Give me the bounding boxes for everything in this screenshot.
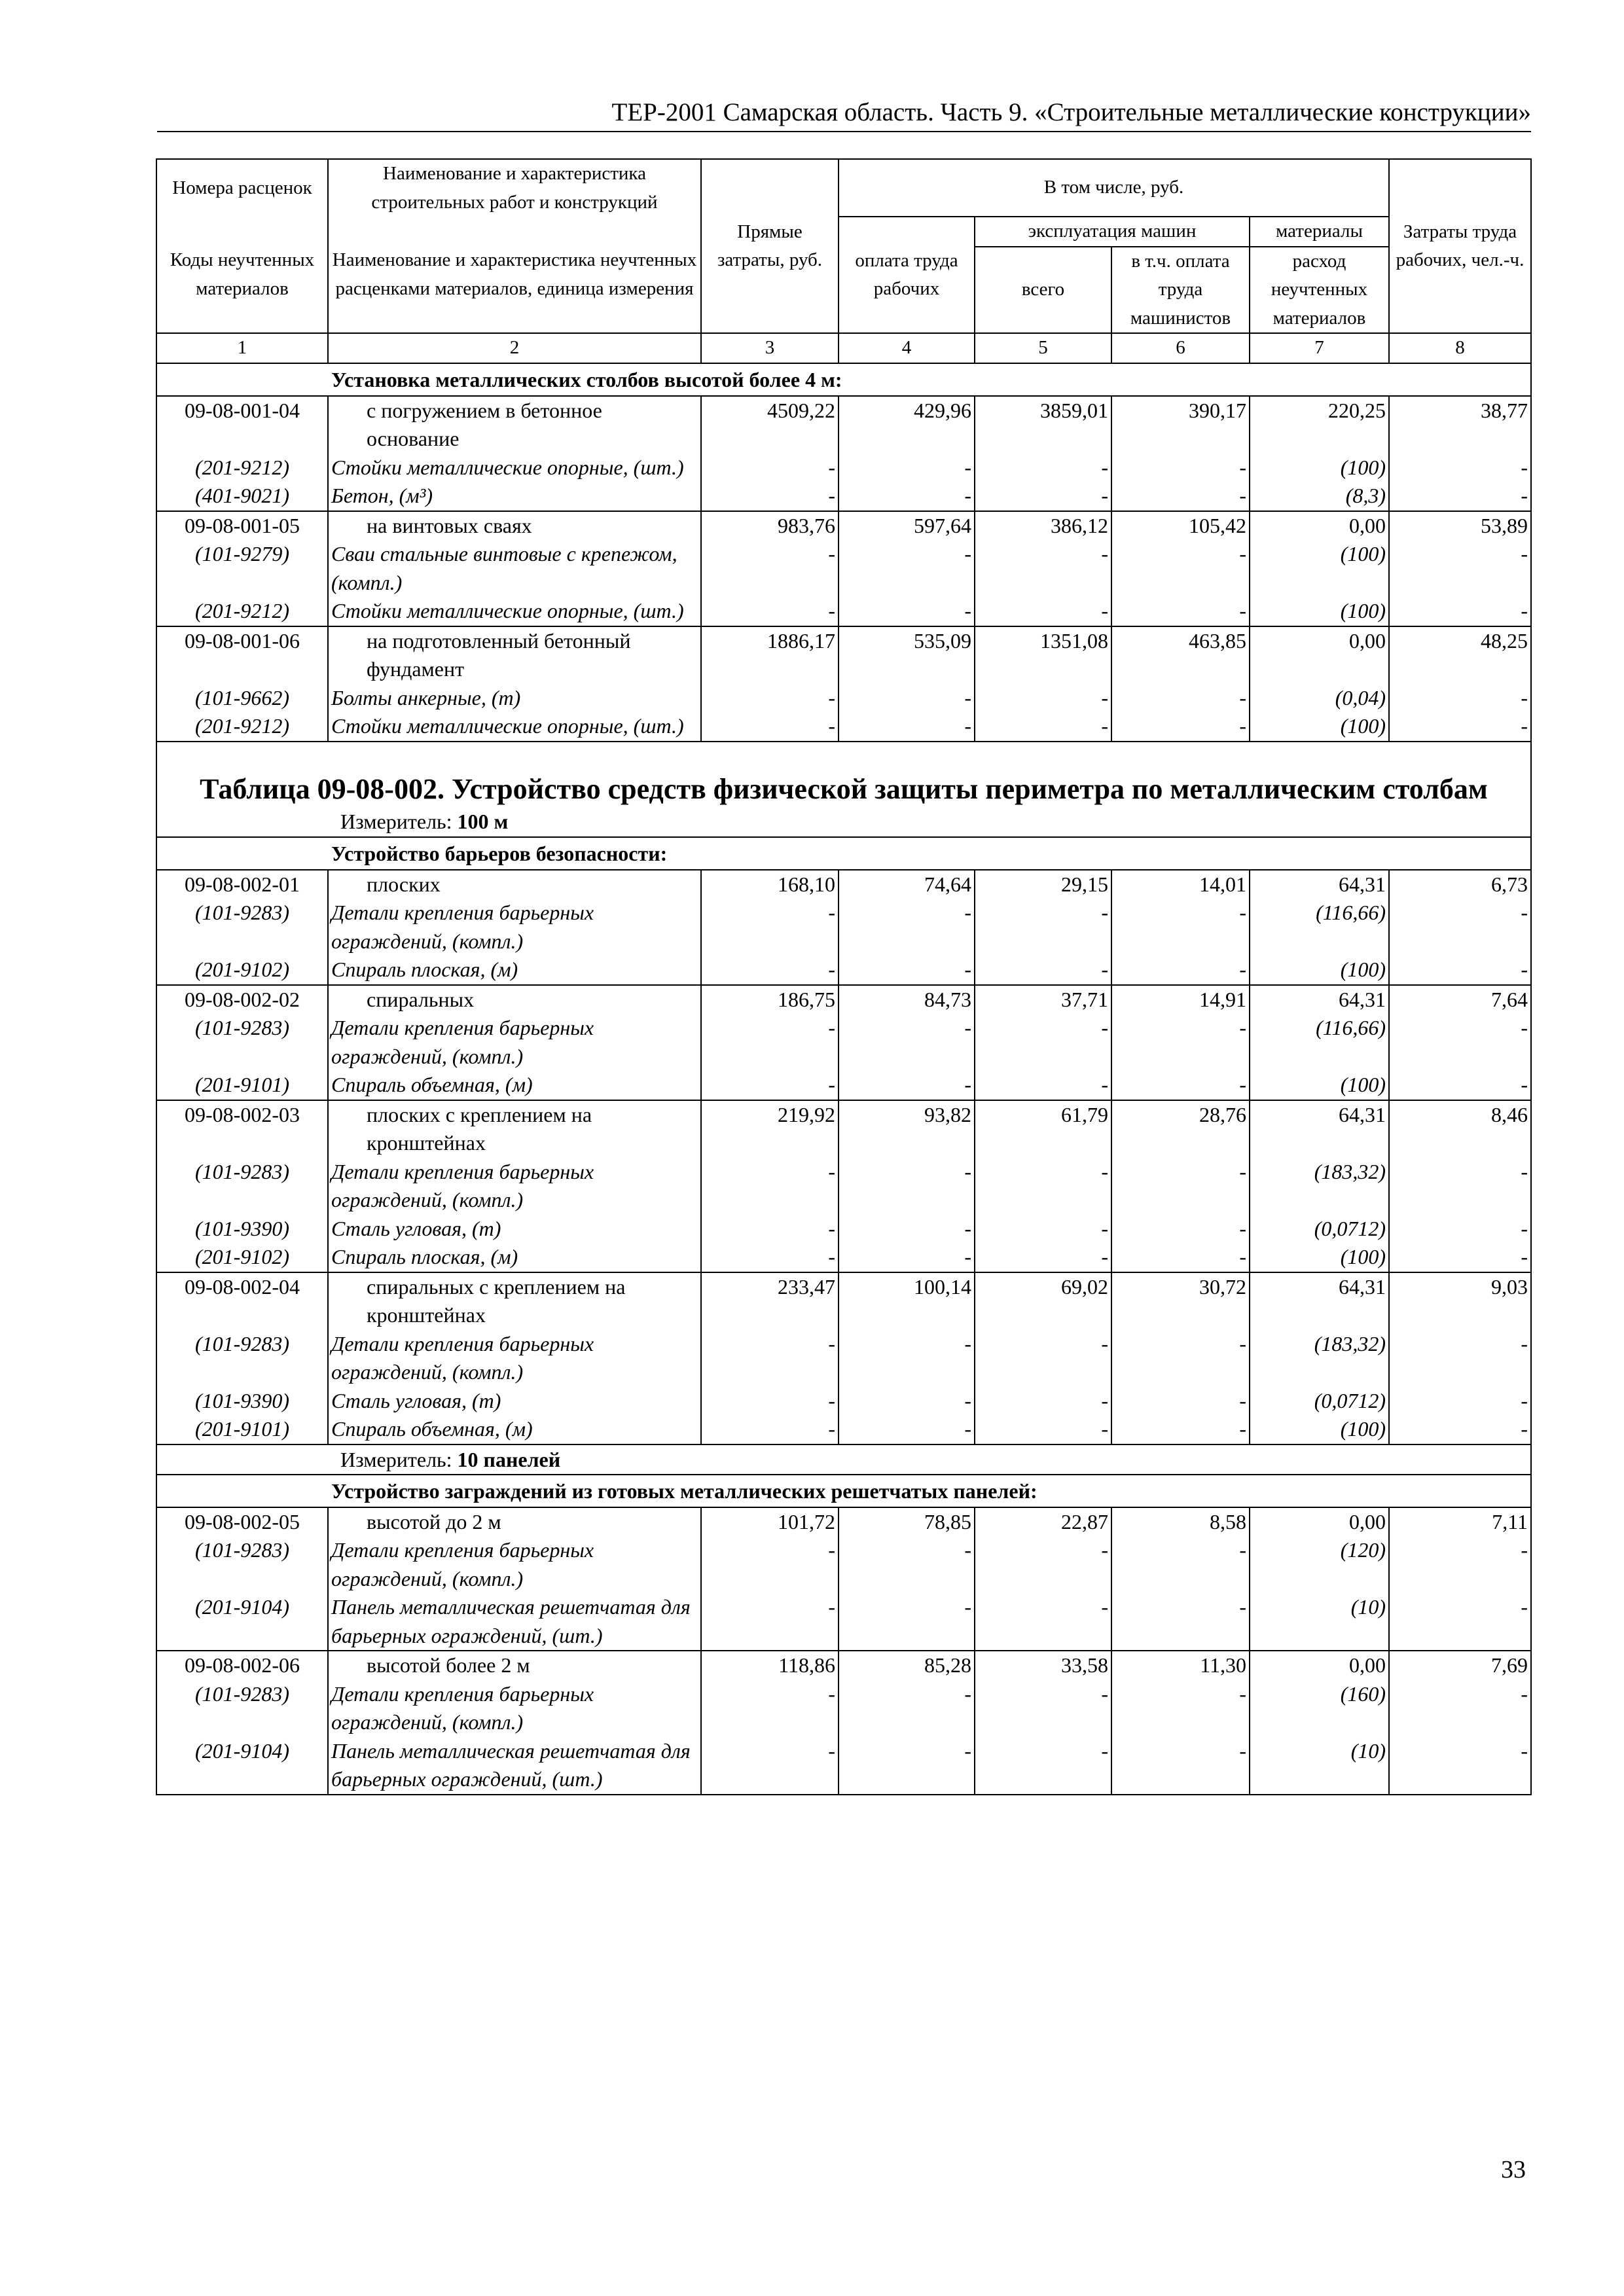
value-cell: (100) <box>1250 1415 1389 1444</box>
rate-code: 09-08-002-04 <box>156 1272 328 1330</box>
value-cell: 597,64 <box>839 511 975 541</box>
value-cell: - <box>1111 1593 1250 1651</box>
value-cell: (183,32) <box>1250 1330 1389 1387</box>
row-name: высотой более 2 м <box>328 1651 701 1680</box>
row-name: на винтовых сваях <box>328 511 701 541</box>
row-name: Сталь угловая, (т) <box>328 1215 701 1244</box>
value-cell: - <box>1389 712 1531 742</box>
value-cell: - <box>701 540 839 597</box>
value-cell: - <box>839 1680 975 1737</box>
table-row <box>156 870 1531 899</box>
rate-code: (101-9283) <box>156 1536 328 1593</box>
value-cell: 11,30 <box>1111 1651 1250 1680</box>
table-row <box>156 1536 1531 1593</box>
table-row <box>156 1158 1531 1215</box>
table-row <box>156 1272 1531 1330</box>
column-numbers-row: 1 2 3 4 5 6 7 8 <box>156 333 1531 363</box>
table-row <box>156 597 1531 626</box>
value-cell: - <box>701 597 839 626</box>
value-cell: 30,72 <box>1111 1272 1250 1330</box>
rate-code: 09-08-002-03 <box>156 1100 328 1158</box>
value-cell: - <box>1111 482 1250 511</box>
value-cell: (10) <box>1250 1593 1389 1651</box>
col-header-material-consumption: расход неучтенных материалов <box>1250 247 1389 334</box>
value-cell: - <box>1111 956 1250 985</box>
value-cell: - <box>839 956 975 985</box>
rate-code: 09-08-002-02 <box>156 985 328 1014</box>
value-cell: (100) <box>1250 597 1389 626</box>
value-cell: - <box>975 482 1111 511</box>
value-cell: 29,15 <box>975 870 1111 899</box>
value-cell: - <box>839 1071 975 1100</box>
col-header-materials: материалы <box>1250 217 1389 247</box>
value-cell: - <box>1389 1215 1531 1244</box>
value-cell: - <box>1389 1593 1531 1651</box>
row-name: плоских с креплением на кронштейнах <box>328 1100 701 1158</box>
value-cell: 84,73 <box>839 985 975 1014</box>
value-cell: 390,17 <box>1111 396 1250 454</box>
value-cell: (0,0712) <box>1250 1215 1389 1244</box>
value-cell: - <box>701 899 839 956</box>
value-cell: - <box>1111 597 1250 626</box>
rate-code: (201-9102) <box>156 1243 328 1272</box>
value-cell: 0,00 <box>1250 626 1389 684</box>
value-cell: 233,47 <box>701 1272 839 1330</box>
row-name: Сваи стальные винтовые с крепежом, (компл.) <box>328 540 701 597</box>
col-header-direct-costs: Прямые затраты, руб. <box>701 159 839 333</box>
value-cell: 105,42 <box>1111 511 1250 541</box>
meter-value: 100 м <box>457 809 509 833</box>
value-cell: - <box>975 597 1111 626</box>
value-cell: (10) <box>1250 1737 1389 1795</box>
value-cell: 0,00 <box>1250 511 1389 541</box>
table-row <box>156 956 1531 985</box>
value-cell: - <box>1389 597 1531 626</box>
value-cell: - <box>1389 454 1531 482</box>
value-cell: (183,32) <box>1250 1158 1389 1215</box>
row-name: Стойки металлические опорные, (шт.) <box>328 597 701 626</box>
value-cell: 463,85 <box>1111 626 1250 684</box>
row-name: Детали крепления барьерных ограждений, (компл.) <box>328 899 701 956</box>
value-cell: (100) <box>1250 1243 1389 1272</box>
value-cell: 38,77 <box>1389 396 1531 454</box>
value-cell: 386,12 <box>975 511 1111 541</box>
value-cell: - <box>839 1593 975 1651</box>
value-cell: - <box>1111 1737 1250 1795</box>
value-cell: - <box>701 956 839 985</box>
value-cell: 0,00 <box>1250 1507 1389 1537</box>
value-cell: - <box>975 956 1111 985</box>
row-name: Детали крепления барьерных ограждений, (компл.) <box>328 1014 701 1071</box>
rate-code: (201-9212) <box>156 712 328 742</box>
value-cell: - <box>839 899 975 956</box>
value-cell: - <box>975 1593 1111 1651</box>
value-cell: - <box>839 482 975 511</box>
row-name: Спираль объемная, (м) <box>328 1071 701 1100</box>
value-cell: - <box>839 1415 975 1444</box>
value-cell: - <box>1389 1536 1531 1593</box>
rate-code: (201-9212) <box>156 454 328 482</box>
rate-code: (201-9101) <box>156 1071 328 1100</box>
value-cell: - <box>975 684 1111 713</box>
row-name: Детали крепления барьерных ограждений, (компл.) <box>328 1680 701 1737</box>
meter <box>156 1444 1531 1475</box>
value-cell: - <box>701 1737 839 1795</box>
value-cell: - <box>975 1680 1111 1737</box>
value-cell: 0,00 <box>1250 1651 1389 1680</box>
value-cell: 33,58 <box>975 1651 1111 1680</box>
value-cell: (100) <box>1250 712 1389 742</box>
value-cell: 78,85 <box>839 1507 975 1537</box>
value-cell: 7,64 <box>1389 985 1531 1014</box>
value-cell: 219,92 <box>701 1100 839 1158</box>
value-cell: 118,86 <box>701 1651 839 1680</box>
value-cell: 7,11 <box>1389 1507 1531 1537</box>
value-cell: - <box>701 1158 839 1215</box>
row-name: Спираль плоская, (м) <box>328 956 701 985</box>
row-name: Панель металлическая решетчатая для барьерных ограждений, (шт.) <box>328 1737 701 1795</box>
value-cell: - <box>975 1071 1111 1100</box>
value-cell: (0,0712) <box>1250 1387 1389 1416</box>
rate-code: (101-9279) <box>156 540 328 597</box>
value-cell: - <box>839 454 975 482</box>
value-cell: - <box>975 712 1111 742</box>
value-cell: 186,75 <box>701 985 839 1014</box>
rates-table <box>156 158 1532 1795</box>
table-row <box>156 396 1531 454</box>
value-cell: 64,31 <box>1250 985 1389 1014</box>
meter <box>156 806 1531 837</box>
value-cell: - <box>839 1243 975 1272</box>
value-cell: 6,73 <box>1389 870 1531 899</box>
value-cell: - <box>1389 1243 1531 1272</box>
value-cell: 93,82 <box>839 1100 975 1158</box>
value-cell: 8,46 <box>1389 1100 1531 1158</box>
table-row <box>156 1100 1531 1158</box>
value-cell: - <box>1389 1071 1531 1100</box>
value-cell: 37,71 <box>975 985 1111 1014</box>
col-header-worker-pay: оплата труда рабочих <box>839 217 975 333</box>
value-cell: - <box>1389 1387 1531 1416</box>
table-row <box>156 1215 1531 1244</box>
col-header-including: В том числе, руб. <box>839 159 1389 217</box>
value-cell: - <box>1389 684 1531 713</box>
table-row <box>156 1737 1531 1795</box>
value-cell: - <box>1111 1330 1250 1387</box>
rate-code: (401-9021) <box>156 482 328 511</box>
row-name: Детали крепления барьерных ограждений, (компл.) <box>328 1536 701 1593</box>
value-cell: (100) <box>1250 956 1389 985</box>
value-cell: 4509,22 <box>701 396 839 454</box>
col-header-work-name: Наименование и характеристика строительных работ и конструкций <box>328 159 701 217</box>
value-cell: 101,72 <box>701 1507 839 1537</box>
meter-label: Измеритель: <box>340 1447 452 1471</box>
row-name: Бетон, (м³) <box>328 482 701 511</box>
table-row <box>156 1507 1531 1537</box>
row-name: Сталь угловая, (т) <box>328 1387 701 1416</box>
value-cell: - <box>1389 1737 1531 1795</box>
value-cell: - <box>1111 1014 1250 1071</box>
value-cell: - <box>1389 1415 1531 1444</box>
row-name: Детали крепления барьерных ограждений, (компл.) <box>328 1330 701 1387</box>
value-cell: 983,76 <box>701 511 839 541</box>
value-cell: - <box>1111 1387 1250 1416</box>
table-row <box>156 1415 1531 1444</box>
rate-code: (101-9283) <box>156 1158 328 1215</box>
rate-code: (101-9390) <box>156 1215 328 1244</box>
value-cell: - <box>701 1014 839 1071</box>
value-cell: - <box>975 454 1111 482</box>
table-title: Таблица 09-08-002. Устройство средств физической защиты периметра по металлическим столбам <box>156 742 1531 806</box>
rate-code: (101-9283) <box>156 1014 328 1071</box>
row-name: с погружением в бетонное основание <box>328 396 701 454</box>
value-cell: - <box>1111 712 1250 742</box>
table-row <box>156 454 1531 482</box>
row-name: плоских <box>328 870 701 899</box>
row-name: на подготовленный бетонный фундамент <box>328 626 701 684</box>
table-row <box>156 1071 1531 1100</box>
value-cell: (100) <box>1250 1071 1389 1100</box>
rate-code: (201-9212) <box>156 597 328 626</box>
value-cell: - <box>839 1330 975 1387</box>
section-heading: Установка металлических столбов высотой более 4 м: <box>156 363 1531 396</box>
value-cell: (116,66) <box>1250 899 1389 956</box>
value-cell: - <box>1389 482 1531 511</box>
table-row <box>156 899 1531 956</box>
value-cell: - <box>701 1536 839 1593</box>
value-cell: 429,96 <box>839 396 975 454</box>
value-cell: - <box>701 712 839 742</box>
table-row <box>156 684 1531 713</box>
value-cell: 74,64 <box>839 870 975 899</box>
value-cell: - <box>701 1243 839 1272</box>
value-cell: 64,31 <box>1250 1272 1389 1330</box>
row-name: спиральных с креплением на кронштейнах <box>328 1272 701 1330</box>
value-cell: - <box>1389 899 1531 956</box>
value-cell: - <box>1389 1680 1531 1737</box>
value-cell: - <box>839 684 975 713</box>
rate-code: (201-9101) <box>156 1415 328 1444</box>
value-cell: - <box>1389 1158 1531 1215</box>
value-cell: 64,31 <box>1250 870 1389 899</box>
row-name: Стойки металлические опорные, (шт.) <box>328 712 701 742</box>
value-cell: - <box>975 899 1111 956</box>
value-cell: 85,28 <box>839 1651 975 1680</box>
table-row <box>156 626 1531 684</box>
row-name: Спираль объемная, (м) <box>328 1415 701 1444</box>
value-cell: - <box>1389 1014 1531 1071</box>
value-cell: - <box>839 1737 975 1795</box>
row-name: Болты анкерные, (т) <box>328 684 701 713</box>
value-cell: - <box>701 684 839 713</box>
value-cell: - <box>975 1387 1111 1416</box>
row-name: Стойки металлические опорные, (шт.) <box>328 454 701 482</box>
col-header-machine-operation: эксплуатация машин <box>975 217 1250 247</box>
value-cell: 7,69 <box>1389 1651 1531 1680</box>
value-cell: 61,79 <box>975 1100 1111 1158</box>
section-heading: Устройство заграждений из готовых металлических решетчатых панелей: <box>156 1475 1531 1507</box>
rate-code: (101-9283) <box>156 899 328 956</box>
value-cell: - <box>1389 956 1531 985</box>
page-header: ТЕР-2001 Самарская область. Часть 9. «Строительные металлические конструкции» <box>157 94 1531 132</box>
value-cell: - <box>1111 1071 1250 1100</box>
value-cell: - <box>701 1415 839 1444</box>
value-cell: 64,31 <box>1250 1100 1389 1158</box>
value-cell: 53,89 <box>1389 511 1531 541</box>
col-header-machines-total: всего <box>975 247 1111 334</box>
value-cell: - <box>975 1415 1111 1444</box>
value-cell: 3859,01 <box>975 396 1111 454</box>
table-row <box>156 1593 1531 1651</box>
value-cell: - <box>701 1593 839 1651</box>
value-cell: - <box>701 1680 839 1737</box>
value-cell: - <box>975 1158 1111 1215</box>
rate-code: (101-9390) <box>156 1387 328 1416</box>
value-cell: - <box>1111 540 1250 597</box>
rate-code: 09-08-001-04 <box>156 396 328 454</box>
page-number: 33 <box>1501 2156 1526 2183</box>
col-header-material-codes: Коды неучтенных материалов <box>156 217 328 333</box>
value-cell: 28,76 <box>1111 1100 1250 1158</box>
value-cell: - <box>839 1387 975 1416</box>
table-row <box>156 1651 1531 1680</box>
value-cell: - <box>975 1330 1111 1387</box>
rate-code: (201-9104) <box>156 1593 328 1651</box>
rate-code: 09-08-002-06 <box>156 1651 328 1680</box>
value-cell: 168,10 <box>701 870 839 899</box>
value-cell: - <box>701 454 839 482</box>
value-cell: - <box>975 1014 1111 1071</box>
section-heading: Устройство барьеров безопасности: <box>156 837 1531 870</box>
rate-code: 09-08-002-01 <box>156 870 328 899</box>
row-name: Спираль плоская, (м) <box>328 1243 701 1272</box>
value-cell: - <box>839 1014 975 1071</box>
value-cell: - <box>701 1071 839 1100</box>
value-cell: - <box>1111 899 1250 956</box>
value-cell: - <box>975 1243 1111 1272</box>
col-header-material-name: Наименование и характеристика неучтенных расценками материалов, единица измерения <box>328 217 701 333</box>
value-cell: 1886,17 <box>701 626 839 684</box>
table-row <box>156 511 1531 541</box>
value-cell: - <box>975 540 1111 597</box>
value-cell: (120) <box>1250 1536 1389 1593</box>
value-cell: - <box>701 1387 839 1416</box>
value-cell: - <box>1389 540 1531 597</box>
value-cell: 22,87 <box>975 1507 1111 1537</box>
rate-code: (201-9104) <box>156 1737 328 1795</box>
meter-label: Измеритель: <box>340 809 452 833</box>
value-cell: 1351,08 <box>975 626 1111 684</box>
col-header-labor-hours: Затраты труда рабочих, чел.-ч. <box>1389 159 1531 333</box>
value-cell: 14,01 <box>1111 870 1250 899</box>
row-name: Панель металлическая решетчатая для барьерных ограждений, (шт.) <box>328 1593 701 1651</box>
value-cell: - <box>1111 1215 1250 1244</box>
value-cell: (8,3) <box>1250 482 1389 511</box>
value-cell: 8,58 <box>1111 1507 1250 1537</box>
table-row <box>156 1243 1531 1272</box>
value-cell: - <box>975 1536 1111 1593</box>
table-row <box>156 1330 1531 1387</box>
rate-code: (201-9102) <box>156 956 328 985</box>
value-cell: - <box>701 1330 839 1387</box>
value-cell: - <box>839 1158 975 1215</box>
rate-code: 09-08-001-06 <box>156 626 328 684</box>
value-cell: (100) <box>1250 454 1389 482</box>
value-cell: - <box>975 1215 1111 1244</box>
table-row <box>156 1014 1531 1071</box>
value-cell: 220,25 <box>1250 396 1389 454</box>
col-header-rate-numbers: Номера расценок <box>156 159 328 217</box>
col-header-operator-pay: в т.ч. оплата труда машинистов <box>1111 247 1250 334</box>
value-cell: - <box>1111 1243 1250 1272</box>
value-cell: - <box>1111 1536 1250 1593</box>
value-cell: 100,14 <box>839 1272 975 1330</box>
rate-code: (101-9283) <box>156 1330 328 1387</box>
value-cell: - <box>839 1536 975 1593</box>
rate-code: 09-08-002-05 <box>156 1507 328 1537</box>
value-cell: 9,03 <box>1389 1272 1531 1330</box>
value-cell: - <box>1111 684 1250 713</box>
value-cell: - <box>975 1737 1111 1795</box>
rate-code: (101-9283) <box>156 1680 328 1737</box>
value-cell: - <box>839 1215 975 1244</box>
value-cell: - <box>839 597 975 626</box>
meter-value: 10 панелей <box>457 1447 561 1471</box>
value-cell: (116,66) <box>1250 1014 1389 1071</box>
value-cell: (100) <box>1250 540 1389 597</box>
value-cell: 14,91 <box>1111 985 1250 1014</box>
value-cell: 48,25 <box>1389 626 1531 684</box>
row-name: спиральных <box>328 985 701 1014</box>
table-row <box>156 1387 1531 1416</box>
rate-code: 09-08-001-05 <box>156 511 328 541</box>
value-cell: - <box>839 540 975 597</box>
table-row <box>156 1680 1531 1737</box>
value-cell: 535,09 <box>839 626 975 684</box>
value-cell: - <box>839 712 975 742</box>
row-name: высотой до 2 м <box>328 1507 701 1537</box>
value-cell: - <box>1111 1680 1250 1737</box>
value-cell: - <box>701 1215 839 1244</box>
value-cell: - <box>1111 1158 1250 1215</box>
value-cell: - <box>1389 1330 1531 1387</box>
table-row <box>156 712 1531 742</box>
row-name: Детали крепления барьерных ограждений, (компл.) <box>328 1158 701 1215</box>
rate-code: (101-9662) <box>156 684 328 713</box>
table-row <box>156 985 1531 1014</box>
value-cell: - <box>1111 454 1250 482</box>
table-row <box>156 540 1531 597</box>
value-cell: 69,02 <box>975 1272 1111 1330</box>
value-cell: - <box>701 482 839 511</box>
table-row <box>156 482 1531 511</box>
value-cell: (160) <box>1250 1680 1389 1737</box>
value-cell: - <box>1111 1415 1250 1444</box>
value-cell: (0,04) <box>1250 684 1389 713</box>
